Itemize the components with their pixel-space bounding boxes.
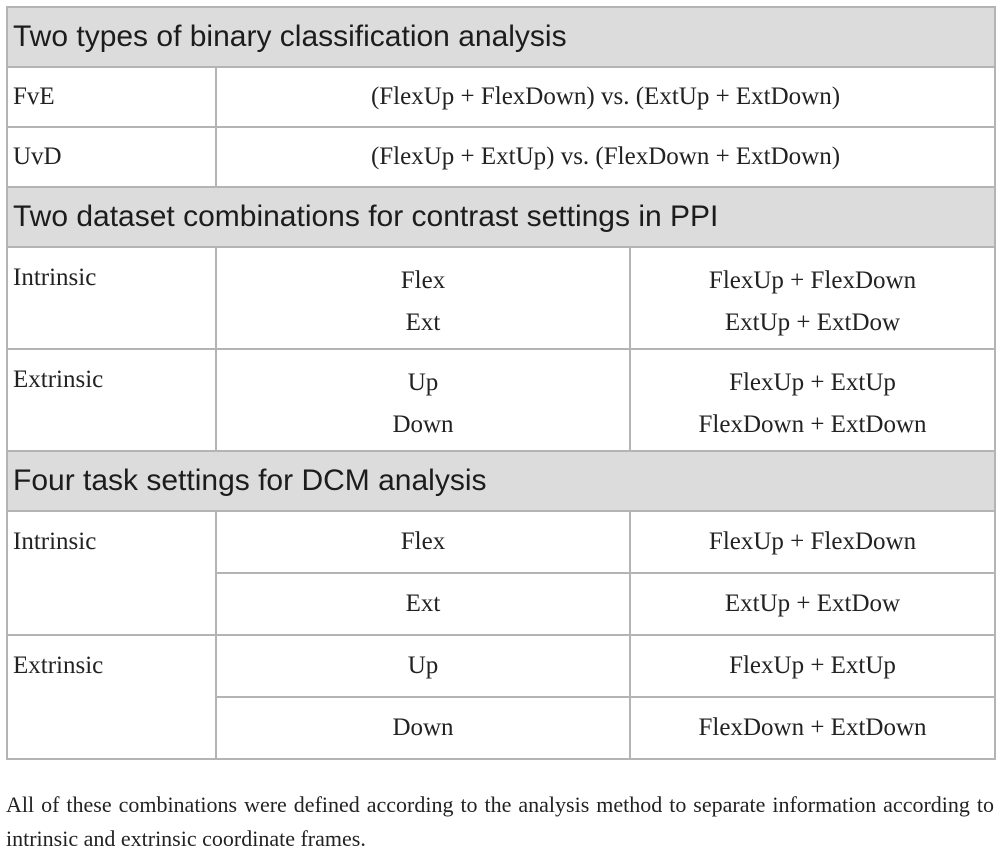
section-title: Two dataset combinations for contrast settings in PPI <box>7 187 995 247</box>
dataset-names-cell <box>216 247 630 349</box>
task-combo: FlexUp + ExtUp <box>630 635 995 697</box>
row-label: UvD <box>7 127 216 187</box>
dataset-names-cell <box>216 349 630 451</box>
dataset-name: Down <box>392 411 454 438</box>
row-label: Intrinsic <box>7 247 216 349</box>
task-combo: FlexDown + ExtDown <box>630 697 995 759</box>
section-header-ppi-contrast <box>7 187 995 247</box>
dataset-combo: ExtUp + ExtDow <box>724 309 901 336</box>
row-value: (FlexUp + ExtUp) vs. (FlexDown + ExtDown) <box>216 127 995 187</box>
dataset-name: Flex <box>400 267 446 294</box>
table-row <box>7 635 995 697</box>
task-name: Flex <box>216 511 630 573</box>
dataset-combo: FlexDown + ExtDown <box>698 411 927 438</box>
table-row <box>7 511 995 573</box>
dataset-name: Ext <box>405 309 441 336</box>
task-name: Down <box>216 697 630 759</box>
row-value: (FlexUp + FlexDown) vs. (ExtUp + ExtDown) <box>216 67 995 127</box>
row-label: Extrinsic <box>7 349 216 451</box>
task-name: Up <box>216 635 630 697</box>
section-title: Four task settings for DCM analysis <box>7 451 995 511</box>
section-header-binary-classification <box>7 7 995 67</box>
table-row <box>7 127 995 187</box>
row-label: FvE <box>7 67 216 127</box>
table-row <box>7 247 995 349</box>
dataset-combo: FlexUp + FlexDown <box>708 267 917 294</box>
table-row <box>7 67 995 127</box>
section-title: Two types of binary classification analysis <box>7 7 995 67</box>
dataset-combo: FlexUp + ExtUp <box>729 369 896 396</box>
dataset-combos-cell <box>630 349 995 451</box>
table-row <box>7 349 995 451</box>
group-label: Intrinsic <box>7 511 216 635</box>
dataset-combos-cell <box>630 247 995 349</box>
group-label: Extrinsic <box>7 635 216 759</box>
table-footnote: All of these combinations were defined according to the analysis method to separate information according to intrinsic and extrinsic coordinate frames. <box>6 792 994 851</box>
task-combo: FlexUp + FlexDown <box>630 511 995 573</box>
table-container <box>6 6 994 760</box>
section-header-dcm-analysis <box>7 451 995 511</box>
task-combo: ExtUp + ExtDow <box>630 573 995 635</box>
dataset-name: Up <box>407 369 439 396</box>
task-name: Ext <box>216 573 630 635</box>
combinations-table <box>6 6 996 760</box>
